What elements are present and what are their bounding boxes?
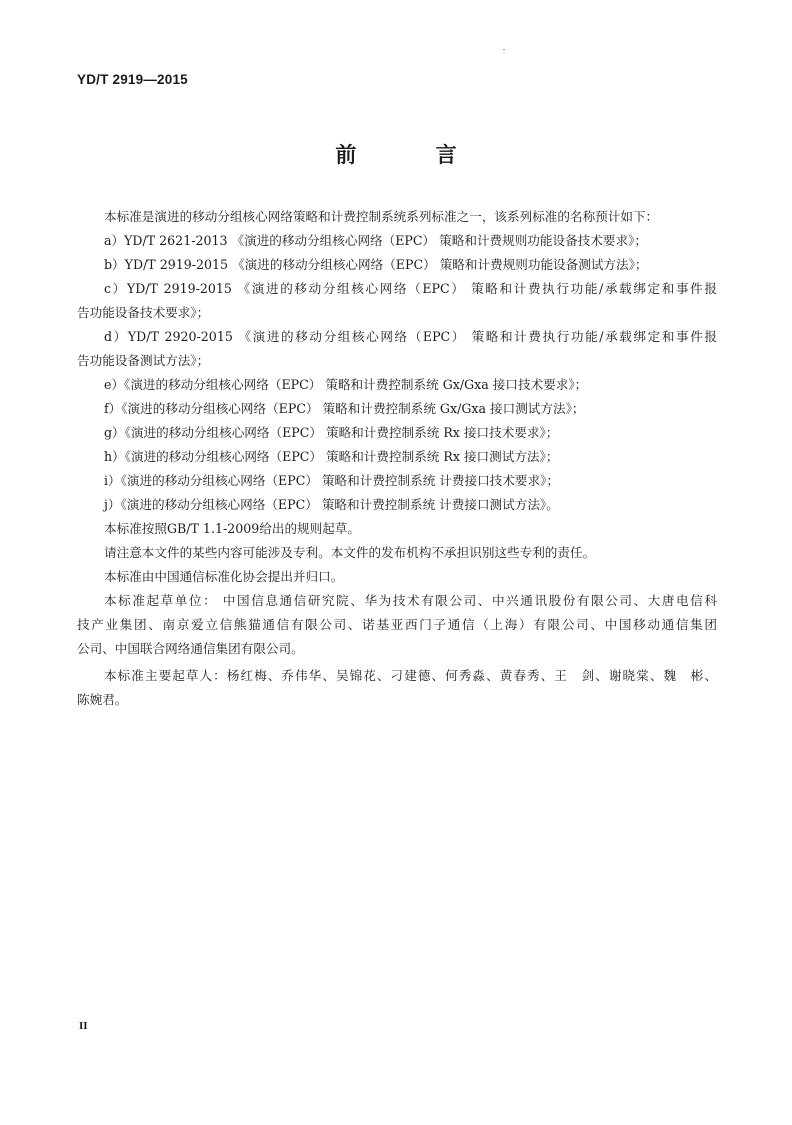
patent-notice: 请注意本文件的某些内容可能涉及专利。本文件的发布机构不承担识别这些专利的责任。 — [104, 545, 596, 560]
drafting-units-line3: 公司、中国联合网络通信集团有限公司。 — [77, 641, 304, 656]
standard-code: YD/T 2919—2015 — [77, 72, 188, 87]
foreword-body — [77, 205, 717, 712]
list-item-d-line1: d）YD/T 2920-2015 《演进的移动分组核心网络（EPC） 策略和计费执行功能/承载绑定和事件报 — [104, 329, 717, 344]
list-item-i: i）《演进的移动分组核心网络（EPC） 策略和计费控制系统 计费接口技术要求》； — [104, 473, 559, 488]
page-title: 前 言 — [335, 143, 493, 167]
drafting-units-line2: 技产业集团、南京爱立信熊猫通信有限公司、诺基亚西门子通信（上海）有限公司、中国移动通信集团 — [77, 617, 717, 632]
list-item-b: b）YD/T 2919-2015 《演进的移动分组核心网络（EPC） 策略和计费规则功能设备测试方法》； — [104, 257, 648, 272]
proposer-statement: 本标准由中国通信标准化协会提出并归口。 — [104, 569, 344, 584]
list-item-e: e）《演进的移动分组核心网络（EPC） 策略和计费控制系统 Gx/Gxa 接口技术要求》； — [104, 377, 588, 392]
list-item-c-line2: 告功能设备技术要求》； — [77, 305, 210, 320]
list-item-f: f）《演进的移动分组核心网络（EPC） 策略和计费控制系统 Gx/Gxa 接口测试方法》； — [104, 401, 585, 416]
drafters-line2: 陈婉君。 — [77, 692, 128, 707]
list-item-h: h）《演进的移动分组核心网络（EPC） 策略和计费控制系统 Rx 接口测试方法》； — [104, 449, 559, 464]
drafters-line1: 本标准主要起草人：杨红梅、乔伟华、吴锦花、刁建德、何秀淼、黄春秀、王 剑、谢晓棠、魏 彬、 — [104, 668, 717, 683]
page-number: II — [79, 1020, 88, 1032]
list-item-c-line1: c）YD/T 2919-2015 《演进的移动分组核心网络（EPC） 策略和计费执行功能/承载绑定和事件报 — [104, 281, 717, 296]
list-item-d-line2: 告功能设备测试方法》； — [77, 353, 210, 368]
drafting-rules: 本标准按照GB/T 1.1-2009给出的规则起草。 — [104, 521, 361, 536]
intro-paragraph: 本标准是演进的移动分组核心网络策略和计费控制系统系列标准之一，该系列标准的名称预计如下： — [104, 209, 659, 224]
list-item-a: a）YD/T 2621-2013 《演进的移动分组核心网络（EPC） 策略和计费规则功能设备技术要求》； — [104, 233, 647, 248]
list-item-j: j）《演进的移动分组核心网络（EPC） 策略和计费控制系统 计费接口测试方法》。 — [104, 497, 559, 512]
list-item-g: g）《演进的移动分组核心网络（EPC） 策略和计费控制系统 Rx 接口技术要求》； — [104, 425, 559, 440]
drafting-units-line1: 本标准起草单位： 中国信息通信研究院、华为技术有限公司、中兴通讯股份有限公司、大唐电信科 — [104, 593, 717, 608]
scan-speck — [503, 49, 505, 50]
